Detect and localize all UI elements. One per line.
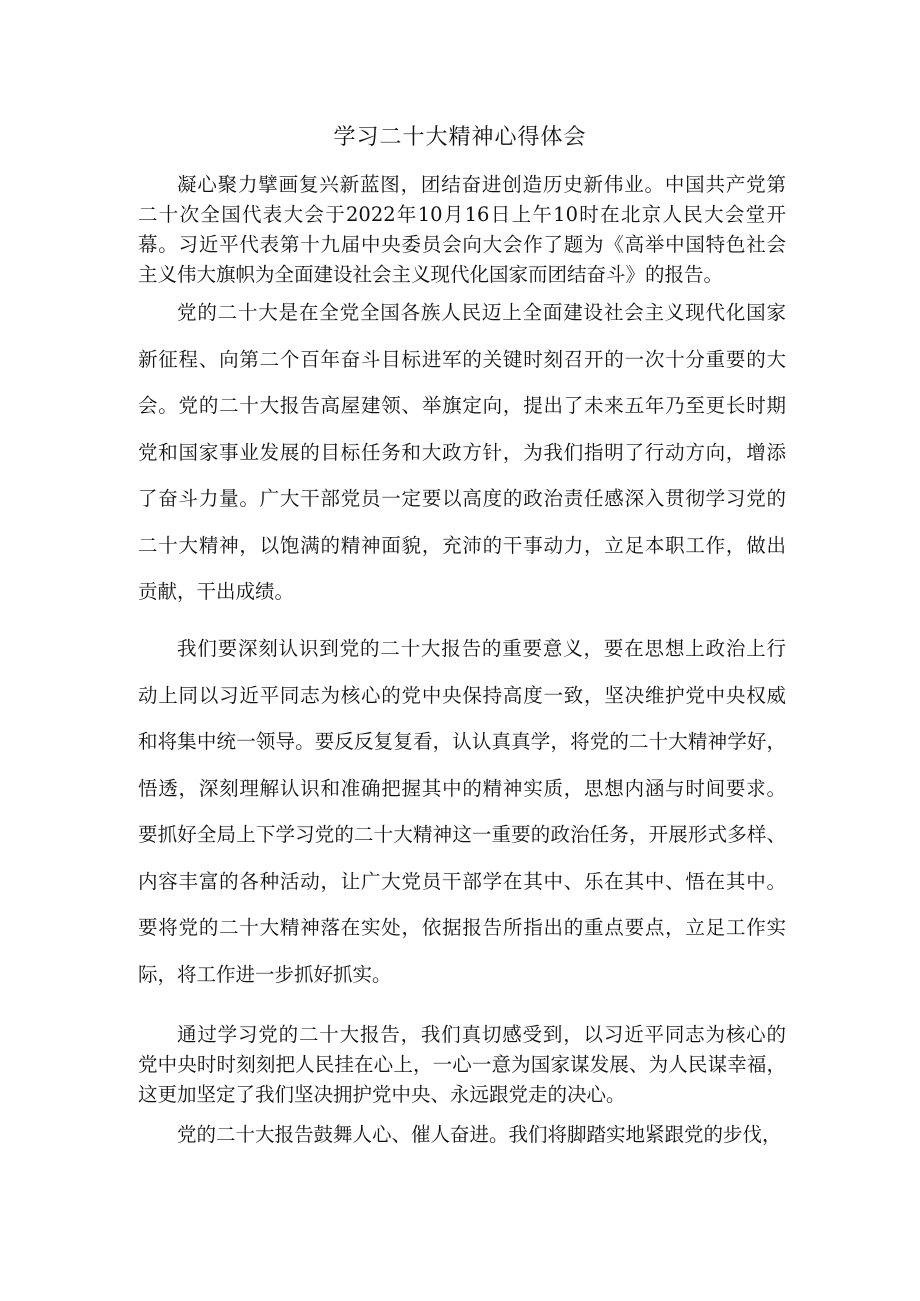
paragraph-line: 党的二十大报告鼓舞人心、催人奋进。我们将脚踏实地紧跟党的步伐，	[177, 1123, 782, 1146]
paragraph-line: 了奋斗力量。广大干部党员一定要以高度的政治责任感深入贯彻学习党的	[138, 487, 786, 510]
paragraph-line: 二十次全国代表大会于2022年10月16日上午10时在北京人民大会堂开	[138, 203, 786, 226]
paragraph-line: 际，将工作进一步抓好抓实。	[138, 962, 392, 986]
document-title: 学习二十大精神心得体会	[333, 125, 587, 150]
paragraph-line: 党的二十大是在全党全国各族人民迈上全面建设社会主义现代化国家	[177, 301, 786, 324]
paragraph-line: 我们要深刻认识到党的二十大报告的重要意义，要在思想上政治上行	[177, 637, 786, 660]
paragraph-line: 党中央时时刻刻把人民挂在心上，一心一意为国家谋发展、为人民谋幸福，	[138, 1053, 786, 1076]
paragraph-line: 凝心聚力擘画复兴新蓝图，团结奋进创造历史新伟业。中国共产党第	[177, 173, 786, 196]
paragraph-1	[138, 170, 786, 290]
paragraph-line: 要抓好全局上下学习党的二十大精神这一重要的政治任务，开展形式多样、	[138, 823, 786, 846]
paragraph-line: 二十大精神，以饱满的精神面貌，充沛的干事动力，立足本职工作，做出	[138, 533, 786, 557]
paragraph-line: 动上同以习近平同志为核心的党中央保持高度一致，坚决维护党中央权威	[138, 683, 786, 707]
paragraph-line: 内容丰富的各种活动，让广大党员干部学在其中、乐在其中、悟在其中。	[138, 869, 786, 893]
paragraph-line: 贡献，干出成绩。	[138, 580, 295, 603]
paragraph-line: 要将党的二十大精神落在实处，依据报告所指出的重点要点，立足工作实	[138, 916, 786, 939]
paragraph-line: 和将集中统一领导。要反反复复看，认认真真学，将党的二十大精神学好，	[138, 730, 786, 753]
paragraph-line: 幕。习近平代表第十九届中央委员会向大会作了题为《高举中国特色社会	[138, 233, 786, 256]
paragraph-2	[138, 290, 786, 616]
paragraph-3	[138, 626, 786, 998]
paragraph-line: 主义伟大旗帜为全面建设社会主义现代化国家而团结奋斗》的报告。	[138, 263, 724, 286]
paragraph-line: 新征程、向第二个百年奋斗目标进军的关键时刻召开的一次十分重要的大	[138, 347, 786, 371]
paragraph-line: 通过学习党的二十大报告，我们真切感受到，以习近平同志为核心的	[177, 1023, 786, 1046]
paragraph-line: 会。党的二十大报告高屋建领、举旗定向，提出了未来五年乃至更长时期	[138, 394, 786, 417]
paragraph-line: 党和国家事业发展的目标任务和大政方针，为我们指明了行动方向，增添	[138, 440, 786, 464]
paragraph-4	[138, 1020, 786, 1110]
paragraph-5	[138, 1120, 786, 1150]
paragraph-line: 悟透，深刻理解认识和准确把握其中的精神实质，思想内涵与时间要求。	[138, 776, 786, 800]
paragraph-line: 这更加坚定了我们坚决拥护党中央、永远跟党走的决心。	[138, 1083, 626, 1106]
